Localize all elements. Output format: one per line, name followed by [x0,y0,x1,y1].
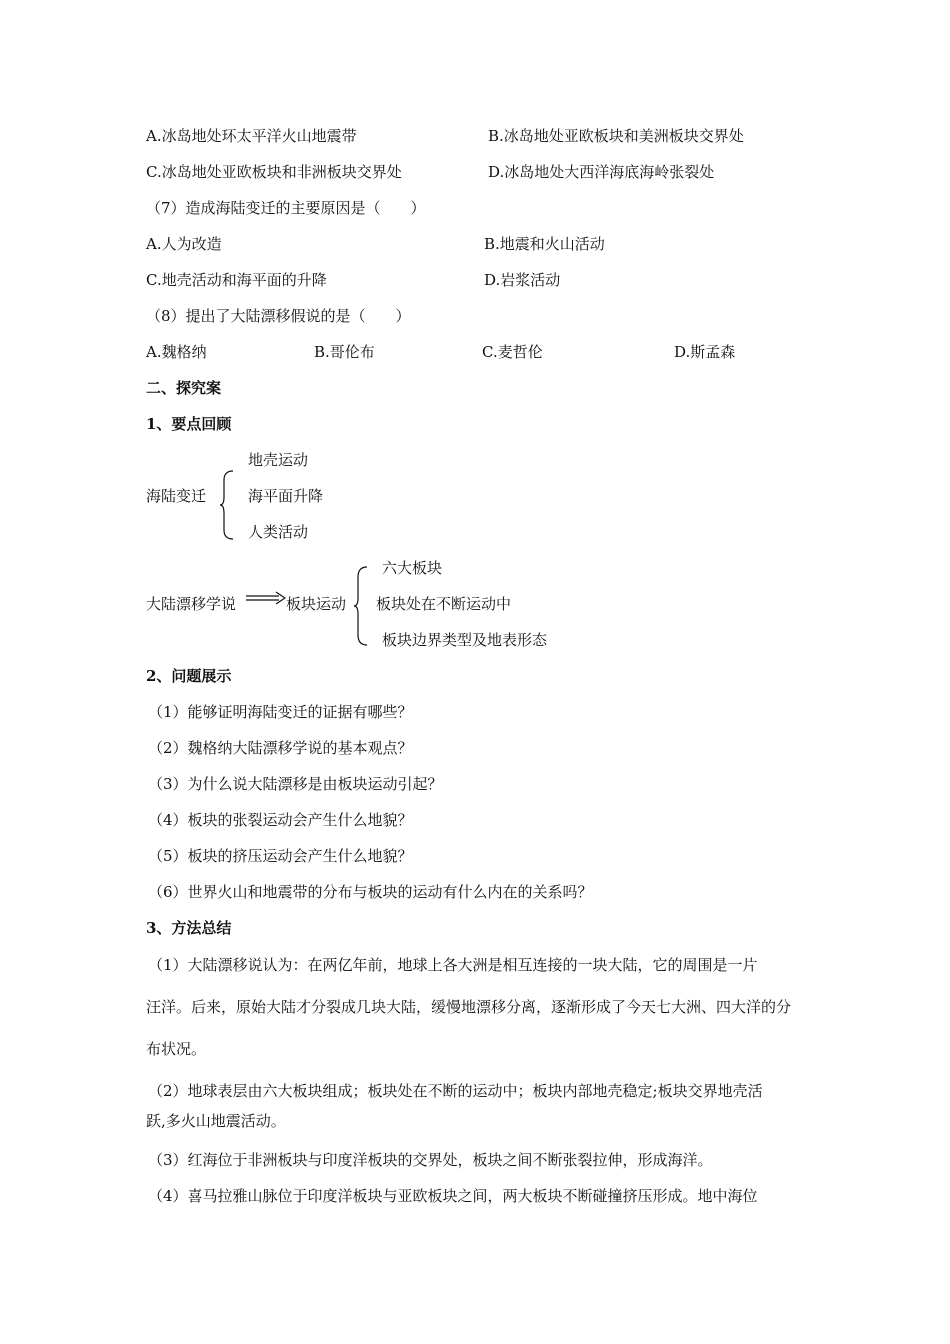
section-title: 二、探究案 [146,379,222,397]
summary-p1-line2: 汪洋。后来，原始大陆才分裂成几块大陆，缓慢地漂移分离，逐渐形成了今天七大洲、四大洋的分 [146,998,792,1016]
problem-item: （4）板块的张裂运动会产生什么地貌？ [148,811,413,829]
group1-item-3: 人类活动 [248,523,309,541]
group2-item-1: 六大板块 [382,559,443,577]
q8-option-b: B.哥伦布 [314,343,375,361]
group1-label: 海陆变迁 [146,487,207,505]
group1-item-2: 海平面升降 [248,487,324,505]
problems-title: 2、问题展示 [146,667,232,685]
q8-stem: （8）提出了大陆漂移假说的是（ ） [146,307,411,325]
group2-source: 大陆漂移学说 [146,595,237,613]
summary-p4-line1: （4）喜马拉雅山脉位于印度洋板块与亚欧板块之间，两大板块不断碰撞挤压形成。地中海位 [148,1187,758,1205]
summary-p1-line1: （1）大陆漂移说认为：在两亿年前，地球上各大洲是相互连接的一块大陆，它的周围是一片 [148,956,758,974]
q6-option-c: C.冰岛地处亚欧板块和非洲板块交界处 [146,163,402,181]
problem-item: （2）魏格纳大陆漂移学说的基本观点？ [148,739,413,757]
q6-option-a: A.冰岛地处环太平洋火山地震带 [146,127,357,145]
summary-p3-line1: （3）红海位于非洲板块与印度洋板块的交界处，板块之间不断张裂拉伸，形成海洋。 [148,1151,713,1169]
problem-item: （5）板块的挤压运动会产生什么地貌？ [148,847,413,865]
summary-p2-line2: 跃,多火山地震活动。 [146,1112,286,1130]
q8-option-d: D.斯孟森 [674,343,736,361]
summary-p2-line1: （2）地球表层由六大板块组成；板块处在不断的运动中；板块内部地壳稳定;板块交界地壳活 [148,1082,763,1100]
group1-item-1: 地壳运动 [248,451,309,469]
problem-item: （1）能够证明海陆变迁的证据有哪些？ [148,703,413,721]
group1-brace [220,470,234,540]
group2-item-3: 板块边界类型及地表形态 [382,631,548,649]
group2-label: 板块运动 [286,595,347,613]
q7-option-a: A.人为改造 [146,235,222,253]
problem-item: （6）世界火山和地震带的分布与板块的运动有什么内在的关系吗？ [148,883,593,901]
q7-option-c: C.地壳活动和海平面的升降 [146,271,327,289]
double-arrow-icon [246,591,286,605]
review-title: 1、要点回顾 [146,415,232,433]
q7-stem: （7）造成海陆变迁的主要原因是（ ） [146,199,426,217]
group2-item-2: 板块处在不断运动中 [376,595,512,613]
q8-option-a: A.魏格纳 [146,343,207,361]
problem-item: （3）为什么说大陆漂移是由板块运动引起？ [148,775,443,793]
q8-option-c: C.麦哲伦 [482,343,543,361]
summary-p1-line3: 布状况。 [146,1040,207,1058]
q7-option-d: D.岩浆活动 [484,271,561,289]
q6-option-d: D.冰岛地处大西洋海底海岭张裂处 [488,163,715,181]
q7-option-b: B.地震和火山活动 [484,235,605,253]
q6-option-b: B.冰岛地处亚欧板块和美洲板块交界处 [488,127,744,145]
summary-title: 3、方法总结 [146,919,232,937]
group2-brace [354,566,368,646]
